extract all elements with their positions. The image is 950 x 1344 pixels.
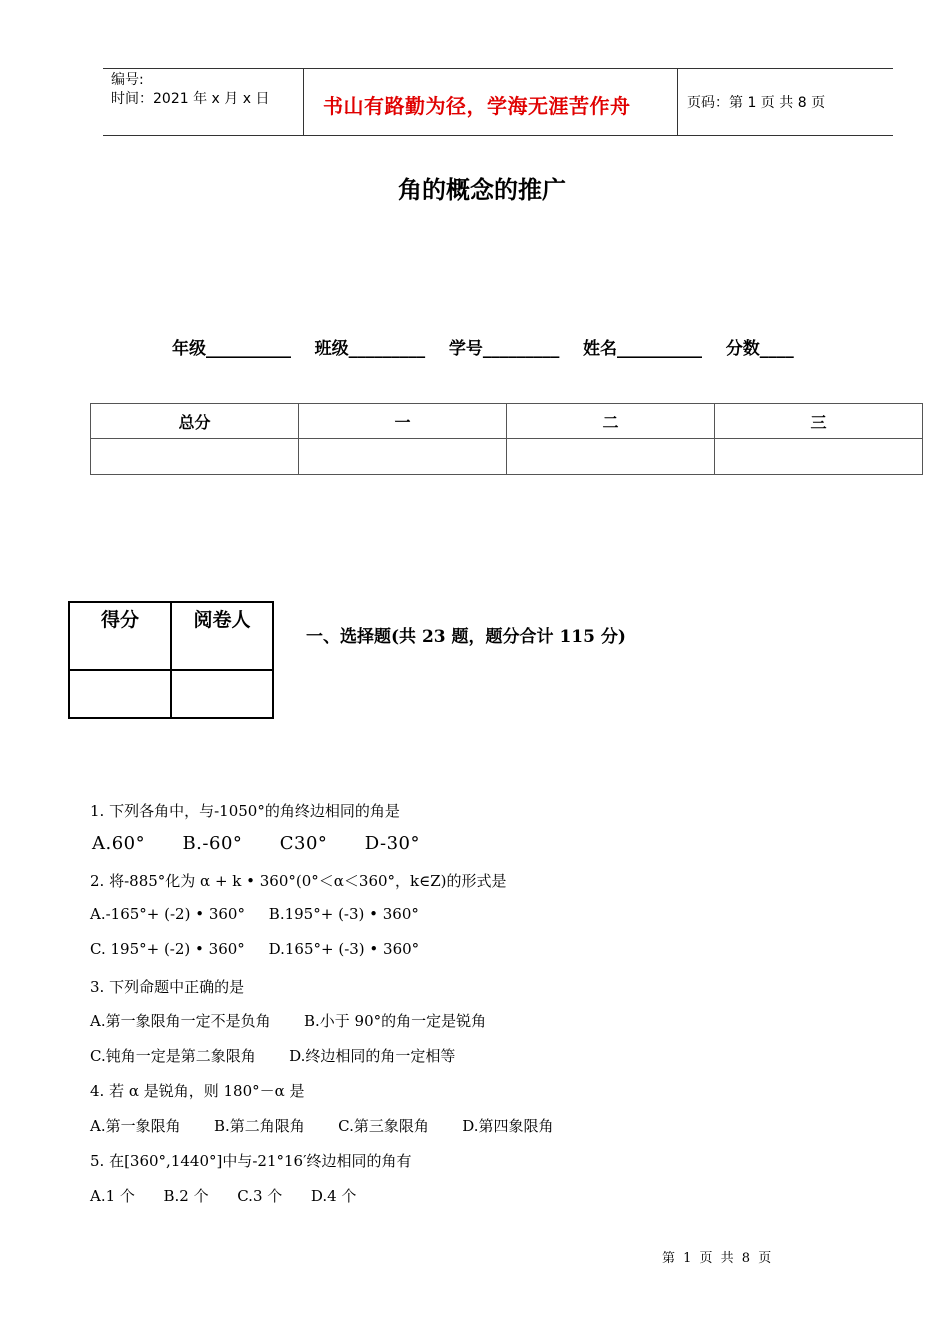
section-title: 一、选择题(共 23 题，题分合计 115 分) — [306, 627, 626, 647]
header-divider-left — [303, 69, 304, 136]
question-4-options: A.第一象限角 B.第二角限角 C.第三象限角 D.第四象限角 — [90, 1117, 554, 1135]
question-2-options-cd: C. 195°+ (-2) • 360° D.165°+ (-3) • 360° — [90, 940, 420, 958]
page-footer: 第 1 页 共 8 页 — [662, 1251, 774, 1266]
grader-header-score: 得分 — [69, 602, 171, 670]
score-cell-part-2 — [507, 439, 715, 475]
score-table-value-row — [91, 439, 923, 475]
score-table-header-row — [91, 404, 923, 439]
score-header-part-2: 二 — [507, 404, 715, 439]
header-motto: 书山有路勤为径，学海无涯苦作舟 — [323, 94, 631, 118]
score-header-total: 总分 — [91, 404, 299, 439]
question-1: 1. 下列各角中，与-1050°的角终边相同的角是 — [90, 802, 400, 820]
score-cell-part-3 — [715, 439, 923, 475]
question-2-options-ab: A.-165°+ (-2) • 360° B.195°+ (-3) • 360° — [90, 905, 419, 923]
header-page-number: 页码：第 1 页 共 8 页 — [687, 95, 826, 111]
page-title: 角的概念的推广 — [398, 176, 566, 204]
doc-time-label: 时间：2021 年 x 月 x 日 — [111, 91, 270, 107]
score-cell-part-1 — [299, 439, 507, 475]
question-3-options-ab: A.第一象限角一定不是负角 B.小于 90°的角一定是锐角 — [90, 1012, 487, 1030]
grader-cell-reviewer — [171, 670, 273, 718]
question-3: 3. 下列命题中正确的是 — [90, 978, 245, 996]
grader-header-reviewer: 阅卷人 — [171, 602, 273, 670]
grader-header-row — [69, 602, 273, 670]
doc-code-label: 编号: — [111, 72, 144, 88]
question-5-options: A.1 个 B.2 个 C.3 个 D.4 个 — [90, 1187, 357, 1205]
grader-value-row — [69, 670, 273, 718]
score-cell-total — [91, 439, 299, 475]
student-info-line: 年级__________ 班级_________ 学号_________ 姓名__________ 分数____ — [172, 339, 794, 359]
header-top-rule — [103, 68, 893, 69]
question-3-options-cd: C.钝角一定是第二象限角 D.终边相同的角一定相等 — [90, 1047, 456, 1065]
question-2: 2. 将-885°化为 α + k • 360°(0°＜α＜360°，k∈Z)的形式是 — [90, 872, 507, 890]
grader-cell-score — [69, 670, 171, 718]
grader-box — [68, 601, 274, 719]
question-5: 5. 在[360°,1440°]中与-21°16′终边相同的角有 — [90, 1152, 412, 1170]
score-header-part-1: 一 — [299, 404, 507, 439]
score-header-part-3: 三 — [715, 404, 923, 439]
question-4: 4. 若 α 是锐角，则 180°－α 是 — [90, 1082, 305, 1100]
score-summary-table — [90, 403, 923, 475]
header-divider-right — [677, 69, 678, 136]
header-bottom-rule — [103, 135, 893, 136]
question-1-options: A.60° B.-60° C30° D-30° — [92, 833, 420, 854]
